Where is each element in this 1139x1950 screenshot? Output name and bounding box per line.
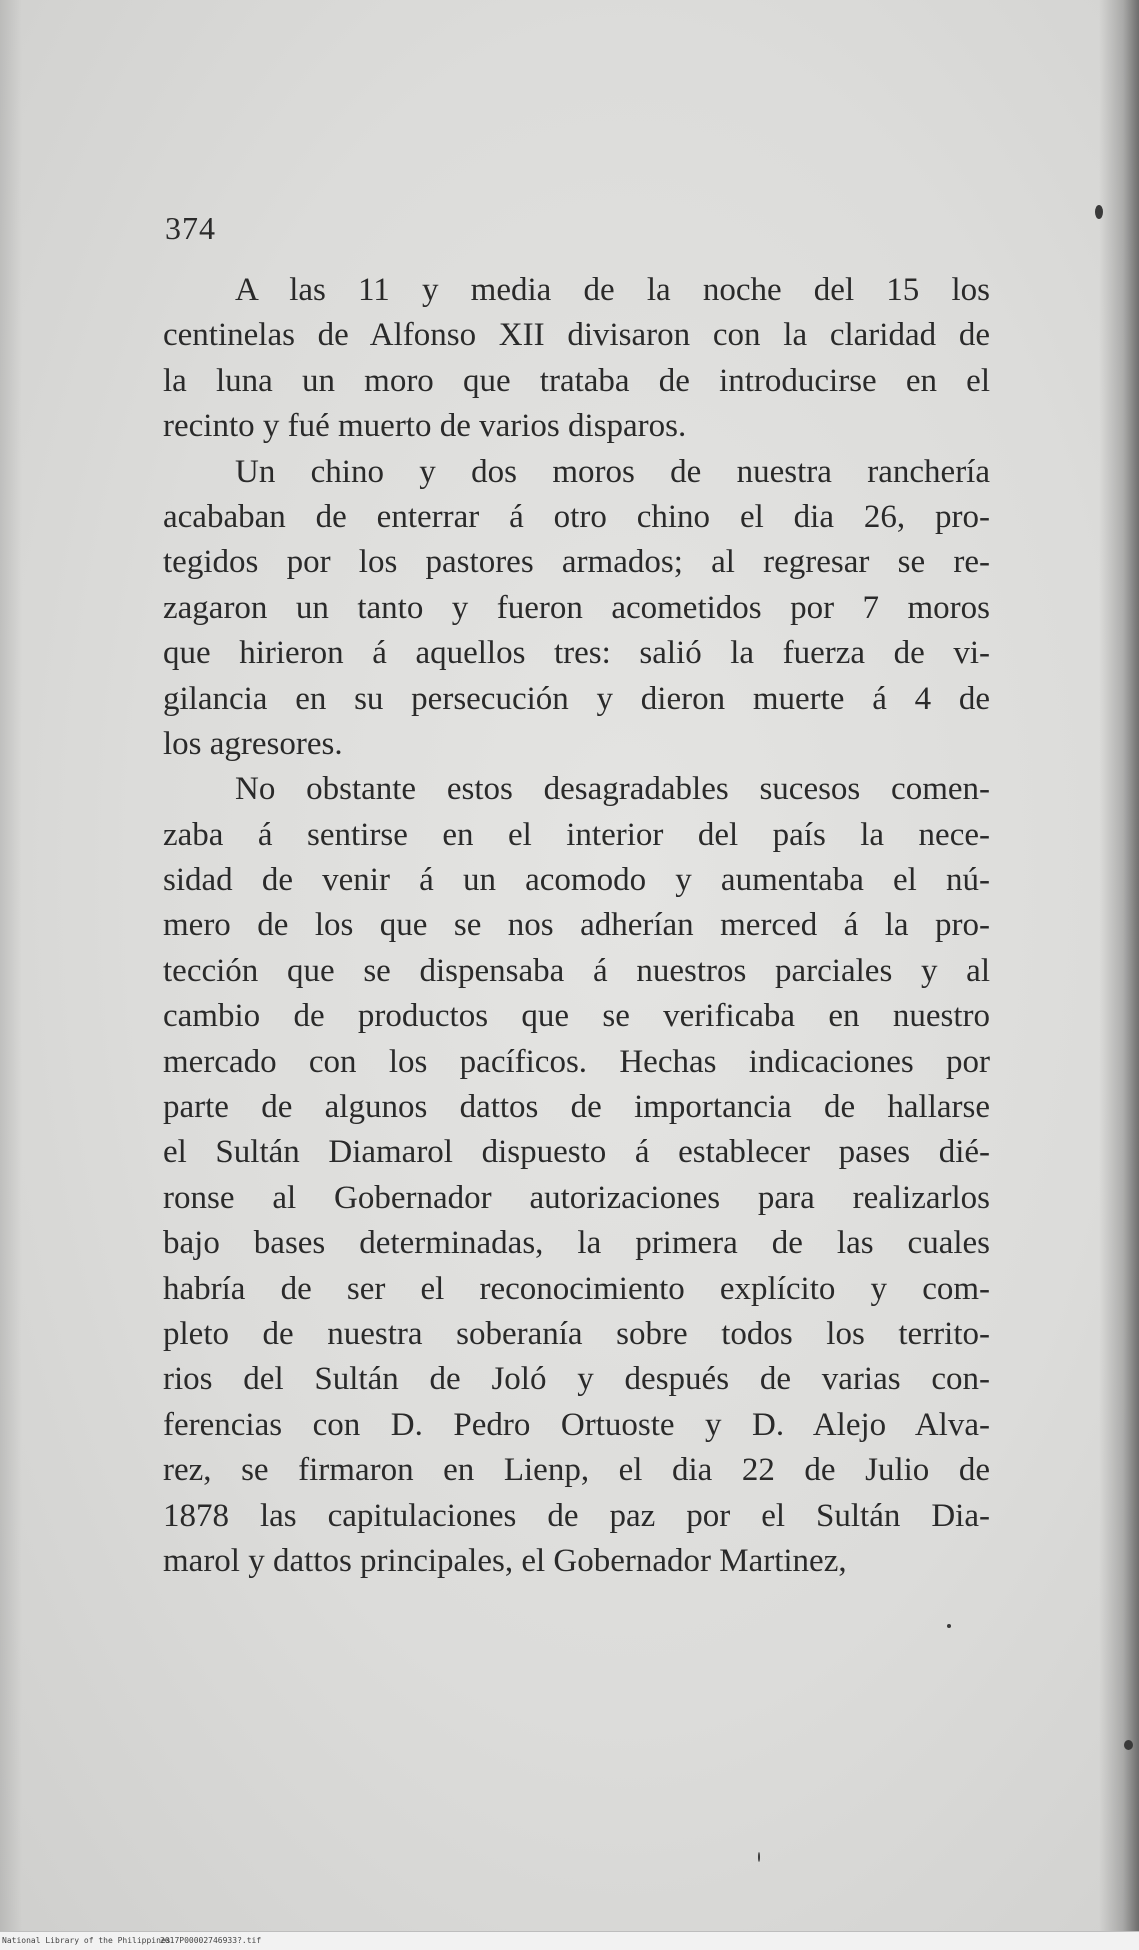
text-line: sidad de venir á un acomodo y aumentaba el nú- [163,862,990,899]
text-line: rez, se firmaron en Lienp, el dia 22 de Julio de [163,1452,990,1489]
text-line: marol y dattos principales, el Gobernador Martinez, [163,1542,847,1579]
text-line: Un chino y dos moros de nuestra ranchería [235,453,990,490]
page-right-edge-shadow [1099,0,1139,1932]
text-line: bajo bases determinadas, la primera de las cuales [163,1225,990,1262]
scan-footer [0,1931,1139,1950]
text-line: gilancia en su persecución y dieron muerte á 4 de [163,680,990,717]
text-line: A las 11 y media de la noche del 15 los [235,272,990,308]
text-line: cambio de productos que se verificaba en nuestro [163,998,990,1035]
body-text [163,268,990,1584]
text-line: los agresores. [163,725,343,762]
ink-speck [1124,1740,1133,1750]
text-line: que hirieron á aquellos tres: salió la fuerza de vi- [163,635,990,672]
text-line: el Sultán Diamarol dispuesto á establecer pases dié- [163,1134,990,1171]
footer-library-name: National Library of the Philippines [2,1936,171,1945]
ink-speck [758,1852,760,1862]
text-line: 1878 las capitulaciones de paz por el Sultán Dia- [163,1497,990,1534]
text-line: tegidos por los pastores armados; al regresar se re- [163,544,990,581]
text-line: pleto de nuestra soberanía sobre todos los territo- [163,1315,990,1352]
text-line: tección que se dispensaba á nuestros parciales y al [163,952,990,989]
text-line: zaba á sentirse en el interior del país la nece- [163,816,990,853]
text-line: ferencias con D. Pedro Ortuoste y D. Alejo Alva- [163,1406,990,1443]
text-line: acababan de enterrar á otro chino el dia 26, pro- [163,498,990,535]
text-line: ronse al Gobernador autorizaciones para realizarlos [163,1179,990,1216]
text-line: mercado con los pacíficos. Hechas indicaciones por [163,1043,990,1080]
text-line: recinto y fué muerto de varios disparos. [163,408,687,445]
text-line: parte de algunos dattos de importancia de hallarse [163,1089,990,1126]
text-line: habría de ser el reconocimiento explícito y com- [163,1270,990,1307]
page-left-edge-shadow [0,0,22,1932]
text-line: No obstante estos desagradables sucesos comen- [235,771,990,808]
text-line: mero de los que se nos adherían merced á la pro- [163,907,990,944]
text-line: la luna un moro que trataba de introducirse en el [163,362,990,399]
text-line: zagaron un tanto y fueron acometidos por 7 moros [163,589,990,626]
page-number: 374 [165,210,216,246]
ink-speck [947,1624,951,1628]
text-line: rios del Sultán de Joló y después de varias con- [163,1361,990,1398]
text-line: centinelas de Alfonso XII divisaron con la claridad de [163,317,990,354]
ink-speck [1095,205,1103,219]
footer-file-id: 2017P00002746933?.tif [160,1936,262,1945]
